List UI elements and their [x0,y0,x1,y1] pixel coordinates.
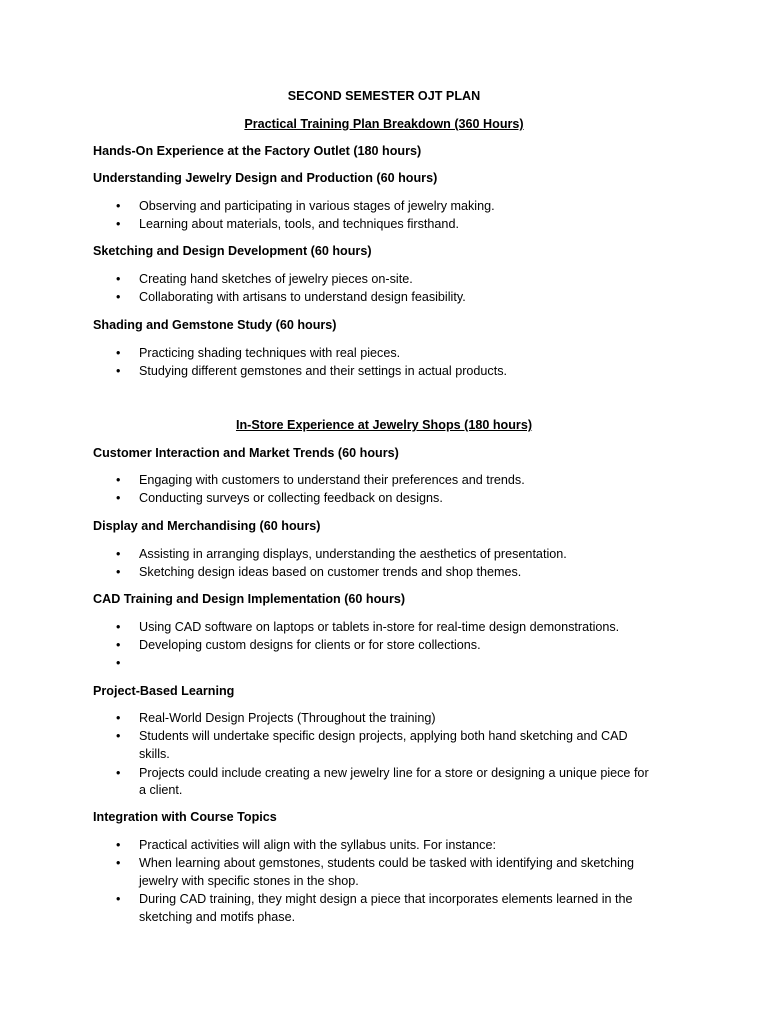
list-item: Creating hand sketches of jewelry pieces on-site. [139,272,413,286]
document-subtitle: Practical Training Plan Breakdown (360 Hours) [244,117,524,131]
bullet-icon: • [116,565,121,579]
list-item: Practicing shading techniques with real pieces. [139,346,401,360]
bullet-icon: • [116,766,121,780]
bullet-icon: • [116,290,121,304]
bullet-icon: • [116,547,121,561]
section-heading: CAD Training and Design Implementation (60 hours) [93,592,406,606]
part1-heading: Hands-On Experience at the Factory Outlet (180 hours) [93,144,422,158]
bullet-icon: • [116,491,121,505]
section-heading: Shading and Gemstone Study (60 hours) [93,318,337,332]
list-item: Using CAD software on laptops or tablets in-store for real-time design demonstrations. [139,620,620,634]
bullet-icon: • [116,473,121,487]
bullet-icon: • [116,892,121,906]
bullet-icon: • [116,272,121,286]
section-heading: Integration with Course Topics [93,810,277,824]
list-item: Real-World Design Projects (Throughout the training) [139,711,436,725]
bullet-icon: • [116,838,121,852]
list-item: Practical activities will align with the syllabus units. For instance: [139,838,496,852]
section-heading: Understanding Jewelry Design and Production (60 hours) [93,171,438,185]
list-item: Collaborating with artisans to understand design feasibility. [139,290,466,304]
section-heading: Sketching and Design Development (60 hours) [93,244,372,258]
bullet-icon: • [116,638,121,652]
list-item-continuation: a client. [139,783,183,797]
list-item-continuation: sketching and motifs phase. [139,910,296,924]
bullet-icon: • [116,346,121,360]
list-item: Observing and participating in various stages of jewelry making. [139,199,495,213]
list-item: Engaging with customers to understand their preferences and trends. [139,473,525,487]
list-item: Conducting surveys or collecting feedback on designs. [139,491,443,505]
list-item-continuation: skills. [139,747,170,761]
bullet-icon: • [116,856,121,870]
list-item: Developing custom designs for clients or for store collections. [139,638,481,652]
list-item: Studying different gemstones and their settings in actual products. [139,364,508,378]
bullet-icon: • [116,217,121,231]
list-item: Students will undertake specific design projects, applying both hand sketching and CAD [139,729,628,743]
bullet-icon: • [116,620,121,634]
bullet-icon: • [116,656,121,670]
section-heading: Display and Merchandising (60 hours) [93,519,321,533]
document-title: SECOND SEMESTER OJT PLAN [287,89,481,103]
list-item: Sketching design ideas based on customer trends and shop themes. [139,565,522,579]
section-heading: Customer Interaction and Market Trends (60 hours) [93,446,399,460]
list-item-continuation: jewelry with specific stones in the shop. [139,874,359,888]
bullet-icon: • [116,711,121,725]
section-heading: Project-Based Learning [93,684,235,698]
bullet-icon: • [116,199,121,213]
bullet-icon: • [116,364,121,378]
list-item: Learning about materials, tools, and techniques firsthand. [139,217,459,231]
bullet-icon: • [116,729,121,743]
list-item: Projects could include creating a new jewelry line for a store or designing a unique piece for [139,766,649,780]
list-item: During CAD training, they might design a piece that incorporates elements learned in the [139,892,633,906]
list-item: When learning about gemstones, students could be tasked with identifying and sketching [139,856,634,870]
list-item: Assisting in arranging displays, understanding the aesthetics of presentation. [139,547,567,561]
part2-heading: In-Store Experience at Jewelry Shops (180 hours) [235,418,533,432]
